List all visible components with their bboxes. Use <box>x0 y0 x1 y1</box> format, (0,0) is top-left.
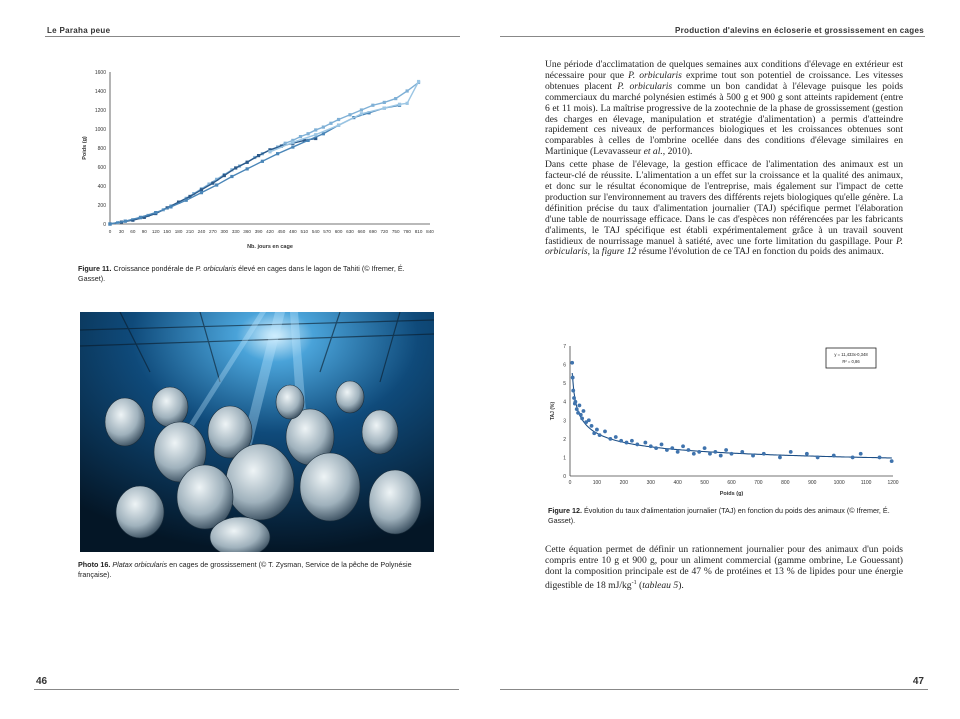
x-tick-label: 810 <box>414 229 423 234</box>
series-3-point <box>261 160 264 163</box>
x-tick-label: 540 <box>311 229 320 234</box>
data-point <box>724 448 728 452</box>
paragraph-1: Une période d'acclimatation de quelques semaines aux conditions d'élevage en extérieur est nécessaire pour que P. orbicularis exprime tout son potentiel de croissance. Les vitesses obtenues placent P. orbicularis comme un bon candidat à l'élevage puisque les poids commerciaux du marché polynésien estimés à 500 g et 900 g sont atteints rapidement (entre 6 et 11 mois). La maîtrise progressive de la zootechnie de la phase de grossissement (gestion des charges en élevage, manipulation et stratégie d'alimentation) a permis d'atteindre rapidement ces niveaux de performances biologiques et les croissances obtenues sont comparables à celles de l'ombrine ocellée dans des conditions d'élevage similaires en Martinique (Levavasseur et al., 2010). <box>545 59 904 158</box>
data-point <box>580 417 584 421</box>
data-point <box>740 450 744 454</box>
series-4-point <box>337 124 340 127</box>
data-point <box>687 448 691 452</box>
series-3-point <box>276 152 279 155</box>
y-tick-label: 0 <box>103 222 106 228</box>
data-point <box>832 454 836 458</box>
x-tick-label: 60 <box>130 229 136 234</box>
y-tick-label: 0 <box>563 474 566 480</box>
series-3-point <box>169 205 172 208</box>
data-point <box>660 443 664 447</box>
data-point <box>649 444 653 448</box>
x-tick-label: 0 <box>108 229 112 234</box>
data-point <box>573 400 577 404</box>
series-4-point <box>268 150 271 153</box>
series-1-point <box>299 135 302 138</box>
data-point <box>805 452 809 456</box>
data-point <box>708 452 712 456</box>
series-3-point <box>215 183 218 186</box>
data-point <box>595 428 599 432</box>
data-point <box>751 454 755 458</box>
data-point <box>614 435 618 439</box>
data-point <box>890 459 894 463</box>
x-axis-label: Poids (g) <box>719 491 744 497</box>
series-3-point <box>246 167 249 170</box>
x-tick-label: 240 <box>197 229 206 234</box>
series-1-point <box>322 126 325 129</box>
y-tick-label: 1 <box>563 455 566 462</box>
series-3-point <box>154 211 157 214</box>
y-tick-label: 2 <box>563 436 566 443</box>
data-point <box>713 450 717 454</box>
series-4-point <box>291 141 294 144</box>
data-point <box>670 446 674 450</box>
series-3-point <box>108 222 111 225</box>
data-point <box>603 430 607 434</box>
data-point <box>789 450 793 454</box>
x-tick-label: 150 <box>163 229 171 234</box>
figure-12-chart <box>548 340 908 502</box>
series-2-point <box>246 161 249 164</box>
x-tick-label: 570 <box>323 229 331 234</box>
x-tick-label: 200 <box>619 480 629 486</box>
data-point <box>654 446 658 450</box>
series-1-point <box>314 128 317 131</box>
x-tick-label: 360 <box>243 229 251 234</box>
data-point <box>630 439 634 443</box>
data-point <box>851 456 855 460</box>
y-axis-label: Poids (g) <box>82 136 88 160</box>
body-text-top <box>545 60 903 260</box>
x-tick-label: 120 <box>151 229 160 234</box>
x-tick-label: 600 <box>334 229 343 234</box>
y-tick-label: 400 <box>97 184 106 190</box>
data-point <box>575 407 579 411</box>
running-header-left: Le Paraha peue <box>47 26 111 35</box>
data-point <box>635 443 639 447</box>
data-point <box>697 450 701 454</box>
series-3-point <box>230 175 233 178</box>
series-3-point <box>124 220 127 223</box>
data-point <box>778 456 782 460</box>
figure-11-label: Figure 11. <box>78 264 112 273</box>
series-1-point <box>329 122 332 125</box>
data-point <box>730 452 734 456</box>
x-tick-label: 180 <box>174 229 183 234</box>
photo-16-fish-in-cage <box>80 312 434 552</box>
y-tick-label: 6 <box>563 362 566 369</box>
x-tick-label: 480 <box>289 229 297 234</box>
photo-16-label: Photo 16. <box>78 560 111 569</box>
data-point <box>598 433 602 437</box>
y-tick-label: 200 <box>97 203 106 209</box>
running-header-right: Production d'alevins en écloserie et grossissement en cages <box>674 26 924 35</box>
footer-rule-right <box>500 689 928 690</box>
data-point <box>665 448 669 452</box>
x-tick-label: 300 <box>220 229 229 234</box>
x-tick-label: 720 <box>380 229 389 234</box>
y-tick-label: 1000 <box>94 127 106 133</box>
series-2-point <box>234 166 237 169</box>
x-tick-label: 100 <box>592 480 602 486</box>
data-point <box>676 450 680 454</box>
data-point <box>625 441 629 445</box>
series-1-point <box>383 101 386 104</box>
data-point <box>878 456 882 460</box>
series-1-point <box>348 113 351 116</box>
x-tick-label: 600 <box>727 480 736 486</box>
y-tick-label: 4 <box>563 399 566 406</box>
series-1-point <box>337 118 340 121</box>
series-1-point <box>406 89 409 92</box>
series-4-point <box>398 103 401 106</box>
x-tick-label: 400 <box>673 480 682 486</box>
data-point <box>719 454 723 458</box>
series-1-point <box>371 104 374 107</box>
figure-12-caption: Figure 12. Évolution du taux d'alimentation journalier (TAJ) en fonction du poids des animaux (© Ifremer, É. Gasset). <box>548 506 890 525</box>
series-1-point <box>360 108 363 111</box>
x-tick-label: 0 <box>568 480 572 486</box>
x-tick-label: 450 <box>277 229 286 234</box>
paragraph-3: Cette équation permet de définir un rationnement journalier pour des animaux d'un poids compris entre 10 g et 900 g, pour un aliment commercial (gamme ombrine, Le Gouessant) dont la composition principale est de 47 % de protéines et 13 % de lipides pour une énergie digestible de 18 $mJ/kg^{-1}$ (tableau 5). <box>545 544 903 591</box>
y-tick-label: 1400 <box>94 89 106 95</box>
series-1-point <box>394 97 397 100</box>
x-tick-label: 510 <box>300 229 309 234</box>
data-point <box>587 418 591 422</box>
x-tick-label: 690 <box>369 229 377 234</box>
y-tick-label: 7 <box>563 344 566 350</box>
x-tick-label: 420 <box>266 229 274 234</box>
series-1-point <box>306 132 309 135</box>
series-2-point <box>200 188 203 191</box>
y-tick-label: 5 <box>563 381 566 388</box>
data-point <box>681 444 685 448</box>
data-point <box>571 376 575 380</box>
equation-text: R² = 0,86 <box>842 359 860 364</box>
x-tick-label: 900 <box>808 480 817 486</box>
data-point <box>762 452 766 456</box>
x-tick-label: 630 <box>346 229 354 234</box>
series-3-point <box>291 145 294 148</box>
y-tick-label: 1600 <box>94 70 106 76</box>
page-number-right: 47 <box>912 676 924 687</box>
x-tick-label: 840 <box>426 229 434 234</box>
figure-11-chart <box>70 64 450 259</box>
equation-text: y = 11,433x-0,348 <box>834 352 868 357</box>
header-rule-right <box>500 36 925 37</box>
figure-11-caption: Figure 11. Croissance pondérale de P. orbicularis élevé en cages dans le lagon de Tahiti (© Ifremer, É. Gasset). <box>78 264 405 283</box>
x-tick-label: 1000 <box>833 480 845 486</box>
data-point <box>578 404 582 408</box>
series-4-point <box>314 133 317 136</box>
x-tick-label: 750 <box>391 229 400 234</box>
data-point <box>592 431 596 435</box>
x-axis-label: Nb. jours en cage <box>247 244 293 250</box>
x-tick-label: 700 <box>754 480 763 486</box>
x-tick-label: 30 <box>118 229 124 234</box>
x-tick-label: 300 <box>646 480 655 486</box>
fit-curve <box>572 373 892 458</box>
data-point <box>570 361 574 365</box>
paragraph-2: Dans cette phase de l'élevage, la gestion efficace de l'alimentation des animaux est un facteur-clé de réussite. L'alimentation a un effet sur la croissance et la qualité des animaux, et donc sur le résultat économique de l'entreprise, mais également sur l'impact de cette production sur l'environnement au travers des différents rejets biologiques qu'elle génère. La définition précise du taux d'alimentation journalier (TAJ) spécifique permet l'élaboration d'une table de nourrissage efficace. Dans le cas d'espèces non référencées par les fabricants d'aliments, le TAJ spécifique est établi expérimentalement grâce à un travail souvent fastidieux de nourrissage manuel à satiété, avec une forte limitation du gaspillage. Pour P. orbicularis, la figure 12 résume l'évolution de ce TAJ en fonction du poids des animaux. <box>545 159 903 258</box>
x-tick-label: 800 <box>781 480 790 486</box>
data-point <box>571 389 575 393</box>
x-tick-label: 780 <box>403 229 411 234</box>
series-4-point <box>406 102 409 105</box>
x-tick-label: 330 <box>231 229 240 234</box>
data-point <box>582 409 586 413</box>
series-3-point <box>306 139 309 142</box>
x-tick-label: 210 <box>186 229 194 234</box>
body-text-bottom <box>545 545 903 594</box>
data-point <box>619 439 623 443</box>
x-tick-label: 1100 <box>860 480 872 486</box>
x-tick-label: 90 <box>141 229 147 234</box>
x-tick-label: 660 <box>357 229 366 234</box>
series-3-point <box>200 191 203 194</box>
y-tick-label: 1200 <box>94 108 106 114</box>
series-3-point <box>185 199 188 202</box>
series-4-point <box>360 112 363 115</box>
footer-rule-left <box>34 689 459 690</box>
x-tick-label: 390 <box>254 229 263 234</box>
x-tick-label: 270 <box>209 229 217 234</box>
data-point <box>579 413 583 417</box>
figure-12-label: Figure 12. <box>548 506 582 515</box>
equation-box-frame <box>826 348 876 368</box>
data-point <box>859 452 863 456</box>
series-3-point <box>139 216 142 219</box>
y-tick-label: 600 <box>97 165 106 171</box>
series-2-point <box>257 154 260 157</box>
series-4-point <box>383 107 386 110</box>
series-2-point <box>211 182 214 185</box>
series-4-point <box>417 80 420 83</box>
data-point <box>590 424 594 428</box>
data-point <box>608 437 612 441</box>
equation-box <box>826 348 876 368</box>
data-point <box>703 446 707 450</box>
data-point <box>816 456 820 460</box>
x-tick-label: 500 <box>700 480 709 486</box>
data-point <box>643 441 647 445</box>
data-point <box>572 396 576 400</box>
y-tick-label: 3 <box>563 418 566 425</box>
series-line-3 <box>110 105 400 224</box>
series-2-point <box>223 174 226 177</box>
y-tick-label: 800 <box>97 146 106 152</box>
x-tick-label: 1200 <box>887 480 899 486</box>
header-rule-left <box>45 36 460 37</box>
y-axis-label: TAJ (%) <box>550 401 556 421</box>
photo-16-caption: Photo 16. Platax orbicularis en cages de grossissement (© T. Zysman, Service de la pêche de Polynésie française). <box>78 560 412 579</box>
page-number-left: 46 <box>36 676 48 687</box>
data-point <box>692 452 696 456</box>
